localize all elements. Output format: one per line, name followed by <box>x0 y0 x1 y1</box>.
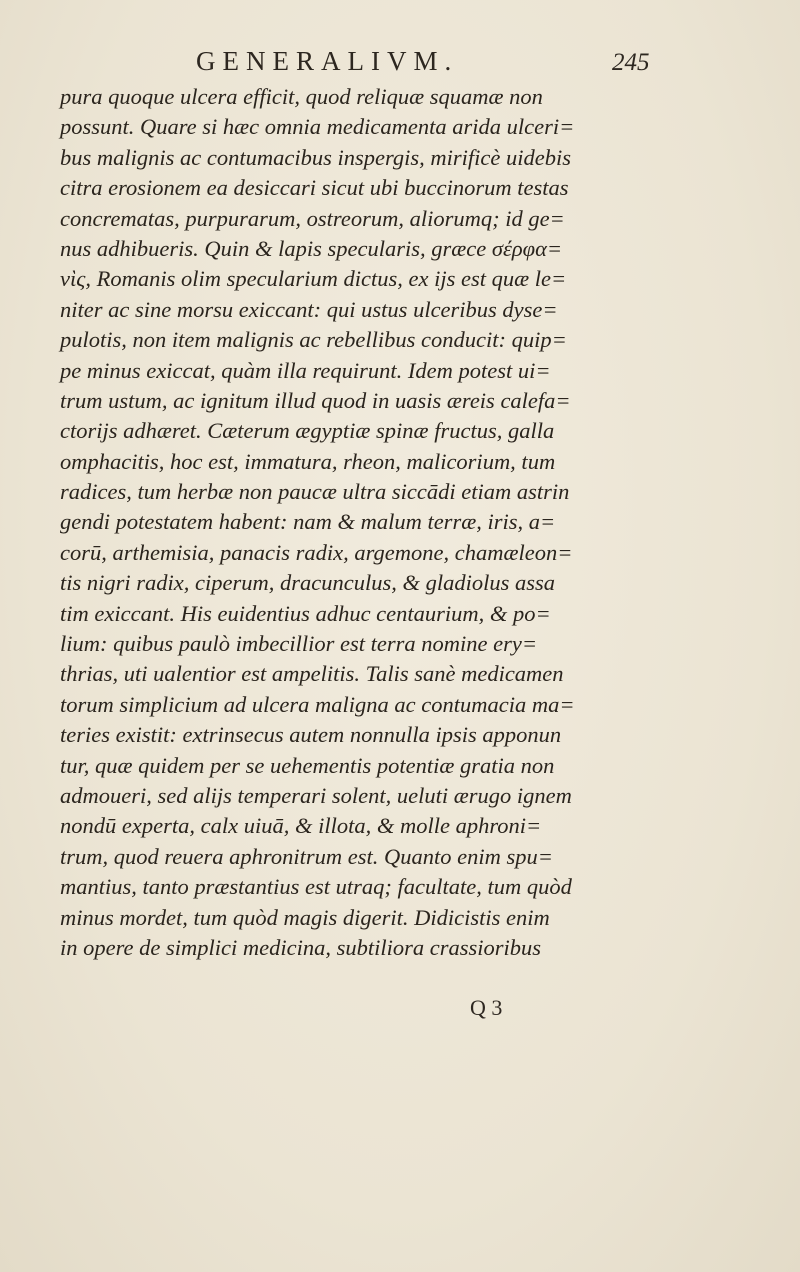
text-line: admoueri, sed alijs temperari solent, ueluti ærugo ignem <box>60 782 572 808</box>
text-line: pe minus exiccat, quàm illa requirunt. Idem potest ui= <box>60 357 551 383</box>
text-line: tim exiccant. His euidentius adhuc centaurium, & po= <box>60 600 551 626</box>
page-header <box>0 46 800 86</box>
text-line: lium: quibus paulò imbecillior est terra nomine ery= <box>60 631 538 657</box>
text-line: bus malignis ac contumacibus inspergis, mirificè uidebis <box>60 144 572 170</box>
text-line: mantius, tanto præstantius est utraq; facultate, tum quòd <box>60 874 572 900</box>
text-line: minus mordet, tum quòd magis digerit. Didicistis enim <box>60 904 550 930</box>
signature-mark: Q 3 <box>470 995 503 1020</box>
text-line: teries existit: extrinsecus autem nonnulla ipsis apponun <box>60 722 562 748</box>
text-line: corū, arthemisia, panacis radix, argemone, chamæleon= <box>60 539 573 565</box>
text-line: pura quoque ulcera efficit, quod reliquæ squamæ non <box>60 84 543 109</box>
text-line: tis nigri radix, ciperum, dracunculus, & gladiolus assa <box>60 570 555 596</box>
page-number: 245 <box>612 49 650 76</box>
text-line: tur, quæ quidem per se uehementis potentiæ gratia non <box>60 752 555 778</box>
body-text <box>60 82 680 963</box>
text-line: pulotis, non item malignis ac rebellibus conducit: quip= <box>60 327 567 353</box>
text-line: concrematas, purpurarum, ostreorum, aliorumq; id ge= <box>60 205 565 231</box>
text-line: radices, tum herbæ non paucæ ultra siccādi etiam astrin <box>60 479 570 505</box>
text-line: ctorijs adhæret. Cæterum ægyptiæ spinæ fructus, galla <box>60 418 555 444</box>
text-line: citra erosionem ea desiccari sicut ubi buccinorum testas <box>60 175 569 201</box>
text-line: trum, quod reuera aphronitrum est. Quanto enim spu= <box>60 843 553 869</box>
text-line: nus adhibueris. Quin & lapis specularis, græce σέρφα= <box>60 235 563 261</box>
text-line: in opere de simplici medicina, subtiliora crassioribus <box>60 934 542 960</box>
running-head: GENERALIVM. <box>196 46 459 76</box>
text-line: thrias, uti ualentior est ampelitis. Talis sanè medicamen <box>60 661 564 687</box>
text-line: niter ac sine morsu exiccant: qui ustus ulceribus dyse= <box>60 296 558 322</box>
text-line: possunt. Quare si hæc omnia medicamenta arida ulceri= <box>60 114 575 140</box>
text-line: trum ustum, ac ignitum illud quod in uasis æreis calefa= <box>60 387 571 413</box>
text-line: torum simplicium ad ulcera maligna ac contumacia ma= <box>60 691 575 717</box>
text-line: nondū experta, calx uiuā, & illota, & molle aphroni= <box>60 813 542 839</box>
text-line: omphacitis, hoc est, immatura, rheon, malicorium, tum <box>60 448 556 474</box>
text-line: νὶς, Romanis olim specularium dictus, ex ijs est quæ le= <box>60 266 567 292</box>
text-line: gendi potestatem habent: nam & malum terræ, iris, a= <box>60 509 556 535</box>
